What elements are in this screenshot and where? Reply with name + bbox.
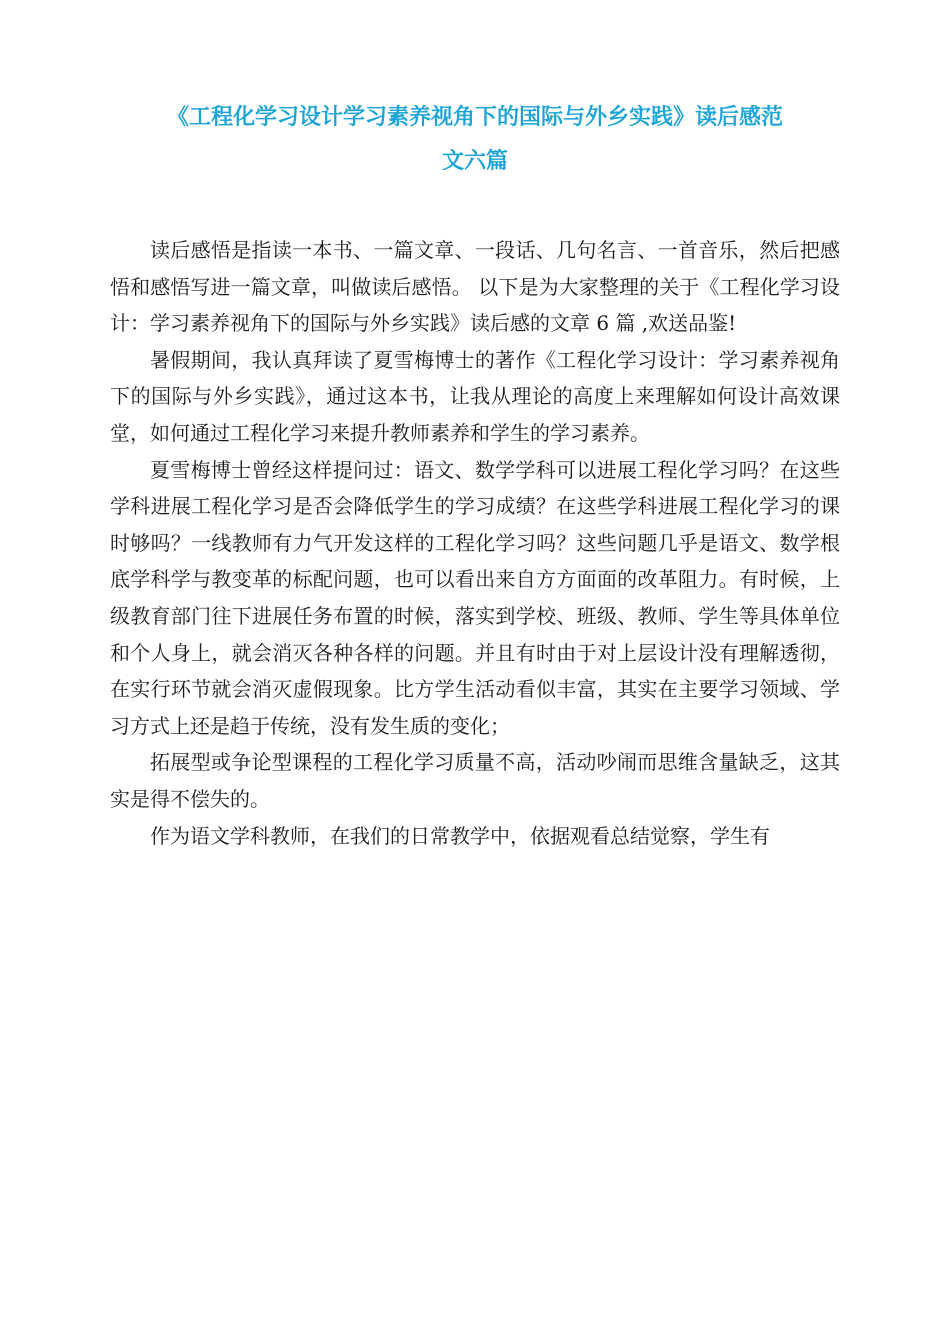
paragraph-chinese-teacher: 作为语文学科教师，在我们的日常教学中，依据观看总结觉察，学生有 — [150, 823, 770, 848]
document-body — [110, 232, 840, 854]
document-title-line-2: 文六篇 — [441, 149, 508, 174]
document-title-line-1: 《工程化学习设计学习素养视角下的国际与外乡实践》读后感范 — [166, 105, 783, 130]
paragraph-intro: 读后感悟是指读一本书、一篇文章、一段话、几句名言、一首音乐，然后把感悟和感悟写进一篇文章，叫做读后感悟。 以下是为大家整理的关于《工程化学习设计：学习素养视角下的国际与外乡实践》读后感的文章 6 篇 ,欢送品鉴! — [110, 238, 840, 336]
paragraph-questions: 夏雪梅博士曾经这样提问过：语文、数学学科可以进展工程化学习吗？在这些学科进展工程化学习是否会降低学生的学习成绩？在这些学科进展工程化学习的课时够吗？一线教师有力气开发这样的工程化学习吗？这些问题几乎是语文、数学根底学科学与教变革的标配问题，也可以看出来自方方面面的改革阻力。有时候，上级教育部门往下进展任务布置的时候，落实到学校、班级、教师、学生等具体单位和个人身上，就会消灭各种各样的问题。并且有时由于对上层设计没有理解透彻，在实行环节就会消灭虚假现象。比方学生活动看似丰富，其实在主要学习领域、学习方式上还是趋于传统，没有发生质的变化； — [110, 457, 840, 738]
paragraph-extended-courses: 拓展型或争论型课程的工程化学习质量不高，活动吵闹而思维含量缺乏，这其实是得不偿失的。 — [110, 750, 840, 811]
paragraph-summer-reading: 暑假期间，我认真拜读了夏雪梅博士的著作《工程化学习设计：学习素养视角下的国际与外乡实践》，通过这本书，让我从理论的高度上来理解如何设计高效课堂，如何通过工程化学习来提升教师素养和学生的学习素养。 — [110, 347, 840, 445]
